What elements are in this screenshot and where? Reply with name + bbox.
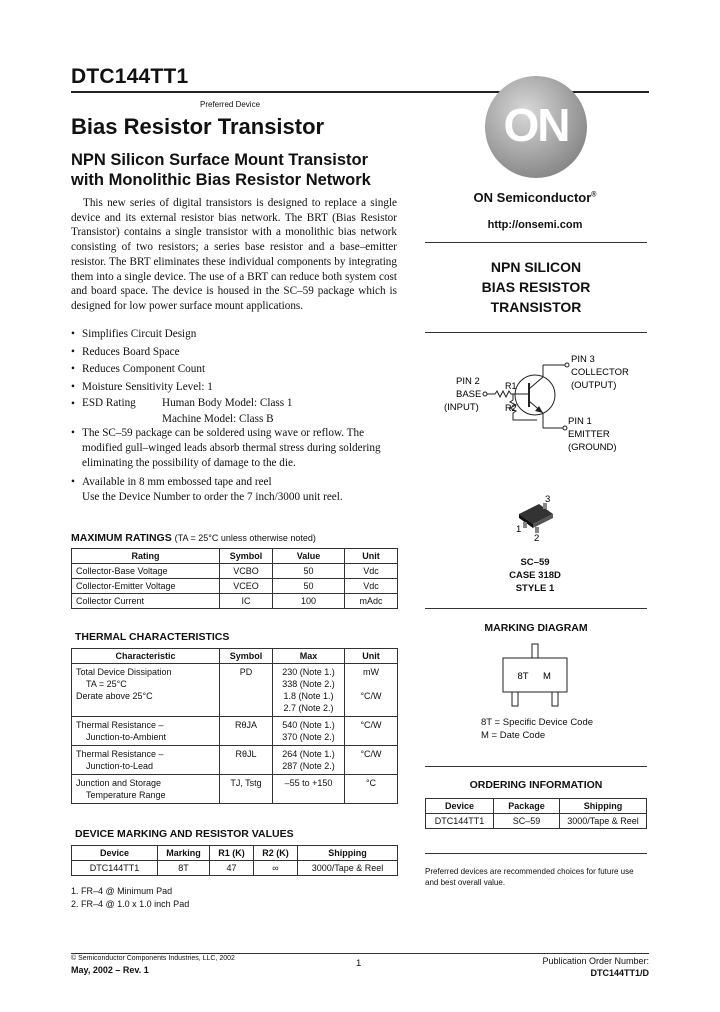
cell: DTC144TT1 <box>72 861 158 876</box>
cell: IC <box>220 594 273 609</box>
col-header: Value <box>273 549 345 564</box>
cell: °C/W <box>345 746 398 775</box>
max-ratings-table <box>71 548 398 609</box>
marking-date: M <box>543 671 551 682</box>
brand-mark: ® <box>591 191 597 199</box>
divider <box>425 766 647 767</box>
base-label: BASE <box>456 389 482 400</box>
cell: 3000/Tape & Reel <box>298 861 398 876</box>
col-header: Symbol <box>220 549 273 564</box>
cell: VCEO <box>220 579 273 594</box>
feature-item <box>71 361 401 379</box>
thermal-table <box>71 648 398 804</box>
marking-lead-top <box>532 644 538 658</box>
r1-label: R1 <box>505 381 517 391</box>
device-marking-table <box>71 845 398 876</box>
cell-line: Thermal Resistance – <box>76 720 164 730</box>
cell-line: °C/W <box>360 691 382 701</box>
pin1-label: PIN 1 <box>568 416 592 427</box>
col-header: Symbol <box>220 649 273 664</box>
col-header: Unit <box>345 649 398 664</box>
bullet: • <box>71 475 75 488</box>
marking-code: 8T <box>517 671 529 682</box>
pin2-label: PIN 2 <box>456 376 480 387</box>
col-header: Marking <box>158 846 210 861</box>
cell: 50 <box>273 564 345 579</box>
cell: RθJA <box>220 717 273 746</box>
bullet: • <box>71 363 75 375</box>
table-row <box>72 717 398 746</box>
cell-line: Temperature Range <box>86 790 166 800</box>
table-row <box>72 861 398 876</box>
col-header: R1 (K) <box>210 846 254 861</box>
cell: 47 <box>210 861 254 876</box>
cell: 100 <box>273 594 345 609</box>
note: 1. FR–4 @ Minimum Pad <box>71 886 173 896</box>
subtitle-line-2: with Monolithic Bias Resistor Network <box>71 171 371 189</box>
ordering-table <box>425 798 647 829</box>
divider <box>425 242 647 243</box>
cell-line: 370 (Note 2.) <box>282 732 335 742</box>
pkg-pin1: 1 <box>516 524 522 535</box>
emitter-label: EMITTER <box>568 429 610 440</box>
ordering-title: ORDERING INFORMATION <box>469 779 603 791</box>
output-label: (OUTPUT) <box>571 380 617 391</box>
divider <box>425 332 647 333</box>
max-ratings-title <box>71 532 316 544</box>
cell: ∞ <box>254 861 298 876</box>
col-header: Package <box>494 799 560 814</box>
marking-lead-left <box>512 692 518 706</box>
note: 2. FR–4 @ 1.0 x 1.0 inch Pad <box>71 899 190 909</box>
website-link[interactable]: http://onsemi.com <box>487 219 583 231</box>
cell-line: 287 (Note 2.) <box>282 761 335 771</box>
feature-text: The SC–59 package can be soldered using wave or reflow. The <box>82 426 365 439</box>
feature-text: Reduces Board Space <box>82 345 180 358</box>
cell-line: 1.8 (Note 1.) <box>283 691 334 701</box>
cell: PD <box>220 664 273 717</box>
feature-text: eliminating the possibility of damage to the die. <box>82 456 296 469</box>
cell-line: Junction-to-Ambient <box>86 732 167 742</box>
table-row <box>72 594 398 609</box>
ground-label: (GROUND) <box>568 442 617 453</box>
marking-legend <box>481 716 593 742</box>
cell: Vdc <box>345 564 398 579</box>
cell: –55 to +150 <box>273 775 345 804</box>
cell-line: Junction-to-Lead <box>86 761 154 771</box>
col-header: Device <box>426 799 494 814</box>
table-row <box>72 664 398 717</box>
feature-text: Simplifies Circuit Design <box>82 328 197 340</box>
marking-body <box>503 658 567 692</box>
r2-label: R2 <box>505 403 517 413</box>
cell: RθJL <box>220 746 273 775</box>
package-line: STYLE 1 <box>515 583 555 594</box>
col-header: Characteristic <box>72 649 220 664</box>
cell-line: Derate above 25°C <box>76 691 153 701</box>
pkg-pin3: 3 <box>545 494 551 505</box>
table-row <box>72 564 398 579</box>
emitter-terminal <box>563 426 567 430</box>
device-marking-title: DEVICE MARKING AND RESISTOR VALUES <box>75 828 294 840</box>
pkg-pin2: 2 <box>534 533 540 542</box>
preferred-note: Preferred devices are recommended choices for future use and best overall value. <box>425 867 634 887</box>
cell-line: 264 (Note 1.) <box>282 749 335 759</box>
esd-mm: Machine Model: Class B <box>162 413 274 425</box>
divider <box>425 853 647 854</box>
part-number: DTC144TT1 <box>71 65 189 88</box>
brand-text: ON Semiconductor <box>473 190 592 205</box>
col-header: Max <box>273 649 345 664</box>
page-title: Bias Resistor Transistor <box>71 114 325 139</box>
cell: mAdc <box>345 594 398 609</box>
pin3-label: PIN 3 <box>571 354 595 365</box>
cell-line: TA = 25°C <box>86 679 127 689</box>
cell: 8T <box>158 861 210 876</box>
intro-paragraph: This new series of digital transistors is designed to replace a single device and its external resistor bias network. The BRT (Bias Resistor Transistor) contains a single transistor with a monolithic bias network consisting of two resistors; a series base resistor and a base–emitter resistor. The BRT eliminates these individual components by integrating them into a single device. The use of a BRT can reduce both system cost and board space. The device is housed in the SC–59 package which is designed for low power surface mount applications. <box>71 197 397 312</box>
copyright: © Semiconductor Components Industries, LLC, 2002 <box>71 955 235 962</box>
subtitle-line-1: NPN Silicon Surface Mount Transistor <box>71 151 369 169</box>
device-type-line: BIAS RESISTOR <box>481 279 591 295</box>
col-header: R2 (K) <box>254 846 298 861</box>
cell: 50 <box>273 579 345 594</box>
cell: SC–59 <box>494 814 560 829</box>
package-line: SC–59 <box>520 557 550 568</box>
feature-text: Use the Device Number to order the 7 inch/3000 unit reel. <box>82 490 343 503</box>
table-row <box>72 746 398 775</box>
marking-lead-right <box>552 692 558 706</box>
section-title: MAXIMUM RATINGS <box>71 532 172 544</box>
cell: Vdc <box>345 579 398 594</box>
bullet: • <box>71 328 75 340</box>
cell-line: 230 (Note 1.) <box>282 667 335 677</box>
revision-date: May, 2002 – Rev. 1 <box>71 965 149 975</box>
esd-label: ESD Rating <box>82 397 136 409</box>
cell-line: 2.7 (Note 2.) <box>283 703 334 713</box>
col-header: Unit <box>345 549 398 564</box>
input-label: (INPUT) <box>444 402 479 413</box>
package-line: CASE 318D <box>509 570 561 581</box>
publication-order <box>542 955 649 979</box>
collector-terminal <box>565 363 569 367</box>
cell: VCBO <box>220 564 273 579</box>
marking-diagram-title: MARKING DIAGRAM <box>484 622 588 634</box>
cell-line: Thermal Resistance – <box>76 749 164 759</box>
feature-item <box>71 326 401 344</box>
legend-line: 8T = Specific Device Code <box>481 717 594 728</box>
divider <box>425 608 647 609</box>
cell-line: 540 (Note 1.) <box>282 720 335 730</box>
thermal-title: THERMAL CHARACTERISTICS <box>75 631 230 643</box>
lead-1 <box>523 522 527 528</box>
cell-line: 338 (Note 2.) <box>282 679 335 689</box>
features-list <box>71 326 401 505</box>
feature-item <box>71 379 401 397</box>
marking-diagram <box>495 642 575 708</box>
preferred-device-label: Preferred Device <box>200 100 261 109</box>
brand-name <box>440 190 630 205</box>
table-header <box>426 799 647 814</box>
notes <box>71 885 189 911</box>
schematic-diagram <box>425 345 647 465</box>
collector-label: COLLECTOR <box>571 367 629 378</box>
r1-resistor <box>487 391 529 397</box>
cell-line: Junction and Storage <box>76 778 162 788</box>
feature-item <box>71 475 401 505</box>
cell: °C/W <box>345 717 398 746</box>
footer-rule <box>71 953 649 954</box>
cell: Collector-Emitter Voltage <box>72 579 220 594</box>
legend-line: M = Date Code <box>481 730 546 741</box>
cell: °C <box>345 775 398 804</box>
base-terminal <box>483 392 487 396</box>
condition: (TA = 25°C unless otherwise noted) <box>174 533 316 543</box>
esd-hbm: Human Body Model: Class 1 <box>162 397 293 409</box>
bullet: • <box>71 398 75 410</box>
cell-line: Total Device Dissipation <box>76 667 172 677</box>
bullet: • <box>71 380 75 393</box>
bullet: • <box>71 426 75 439</box>
cell: 3000/Tape & Reel <box>560 814 647 829</box>
table-row <box>72 775 398 804</box>
col-header: Device <box>72 846 158 861</box>
bullet: • <box>71 345 75 358</box>
col-header: Rating <box>72 549 220 564</box>
col-header: Shipping <box>560 799 647 814</box>
sc59-package-image <box>505 492 565 542</box>
table-row <box>72 579 398 594</box>
cell-line: mW <box>363 667 379 677</box>
pub-number: DTC144TT1/D <box>590 968 649 978</box>
transistor-circle <box>515 375 555 415</box>
table-header <box>72 649 398 664</box>
cell: Collector-Base Voltage <box>72 564 220 579</box>
feature-text: modified gull–winged leads absorb thermal stress during soldering <box>82 441 381 454</box>
table-row <box>426 814 647 829</box>
device-type-box <box>425 257 647 317</box>
feature-item-esd <box>71 396 401 429</box>
feature-item <box>71 344 401 362</box>
col-header: Shipping <box>298 846 398 861</box>
subtitle <box>71 150 411 190</box>
cell: Collector Current <box>72 594 220 609</box>
cell: TJ, Tstg <box>220 775 273 804</box>
table-header <box>72 846 398 861</box>
feature-item <box>71 426 401 471</box>
feature-text: Available in 8 mm embossed tape and reel <box>82 475 272 488</box>
package-info <box>440 556 630 595</box>
table-header <box>72 549 398 564</box>
logo-text: ON <box>503 99 569 151</box>
device-type-line: TRANSISTOR <box>490 299 582 315</box>
collector-line <box>529 377 543 389</box>
page-number: 1 <box>356 958 362 969</box>
feature-text: Moisture Sensitivity Level: 1 <box>82 380 213 393</box>
device-type-line: NPN SILICON <box>490 259 582 275</box>
feature-text: Reduces Component Count <box>82 363 206 375</box>
cell: DTC144TT1 <box>426 814 494 829</box>
pub-label: Publication Order Number: <box>542 956 649 966</box>
